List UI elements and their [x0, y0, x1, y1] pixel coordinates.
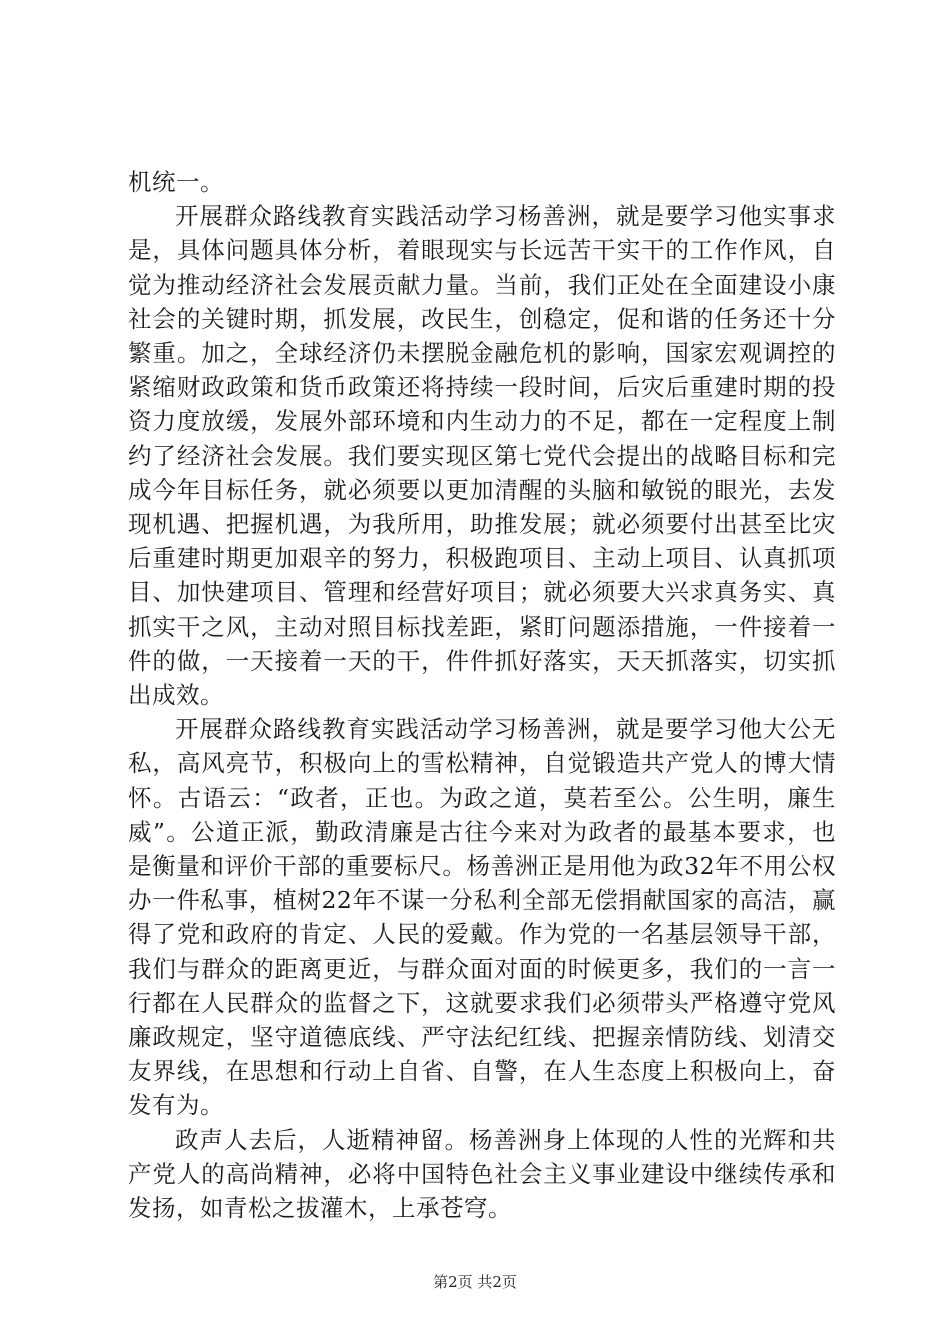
paragraph-conclusion: 政声人去后，人逝精神留。杨善洲身上体现的人性的光辉和共产党人的高尚精神，必将中国特色社会主义事业建设中继续传承和发扬，如青松之拔灌木，上承苍穹。: [128, 1125, 836, 1223]
paragraph-continuation: 机统一。: [128, 168, 224, 196]
paragraph-integrity: 开展群众路线教育实践活动学习杨善洲，就是要学习他大公无私，高风亮节，积极向上的雪松精神，自觉锻造共产党人的博大情怀。古语云：“政者，正也。为政之道，莫若至公。公生明，廉生威”。公道正派，勤政清廉是古往今来对为政者的最基本要求，也是衡量和评价干部的重要标尺。杨善洲正是用他为政32年不用公权办一件私事，植树22年不谋一分私利全部无偿捐献国家的高洁，赢得了党和政府的肯定、人民的爱戴。作为党的一名基层领导干部，我们与群众的距离更近，与群众面对面的时候更多，我们的一言一行都在人民群众的监督之下，这就要求我们必须带头严格遵守党风廉政规定，坚守道德底线、严守法纪红线、把握亲情防线、划清交友界线，在思想和行动上自省、自警，在人生态度上积极向上，奋发有为。: [128, 715, 836, 1120]
document-body: [128, 165, 836, 1225]
page-number-footer: 第2页 共2页: [433, 1273, 517, 1291]
paragraph-work-style: 开展群众路线教育实践活动学习杨善洲，就是要学习他实事求是，具体问题具体分析，着眼现实与长远苦干实干的工作作风，自觉为推动经济社会发展贡献力量。当前，我们正处在全面建设小康社会的关键时期，抓发展，改民生，创稳定，促和谐的任务还十分繁重。加之，全球经济仍未摆脱金融危机的影响，国家宏观调控的紧缩财政政策和货币政策还将持续一段时间，后灾后重建时期的投资力度放缓，发展外部环境和内生动力的不足，都在一定程度上制约了经济社会发展。我们要实现区第七党代会提出的战略目标和完成今年目标任务，就必须要以更加清醒的头脑和敏锐的眼光，去发现机遇、把握机遇，为我所用，助推发展；就必须要付出甚至比灾后重建时期更加艰辛的努力，积极跑项目、主动上项目、认真抓项目、加快建项目、管理和经营好项目；就必须要大兴求真务实、真抓实干之风，主动对照目标找差距，紧盯问题添措施，一件接着一件的做，一天接着一天的干，件件抓好落实，天天抓落实，切实抓出成效。: [128, 202, 836, 710]
